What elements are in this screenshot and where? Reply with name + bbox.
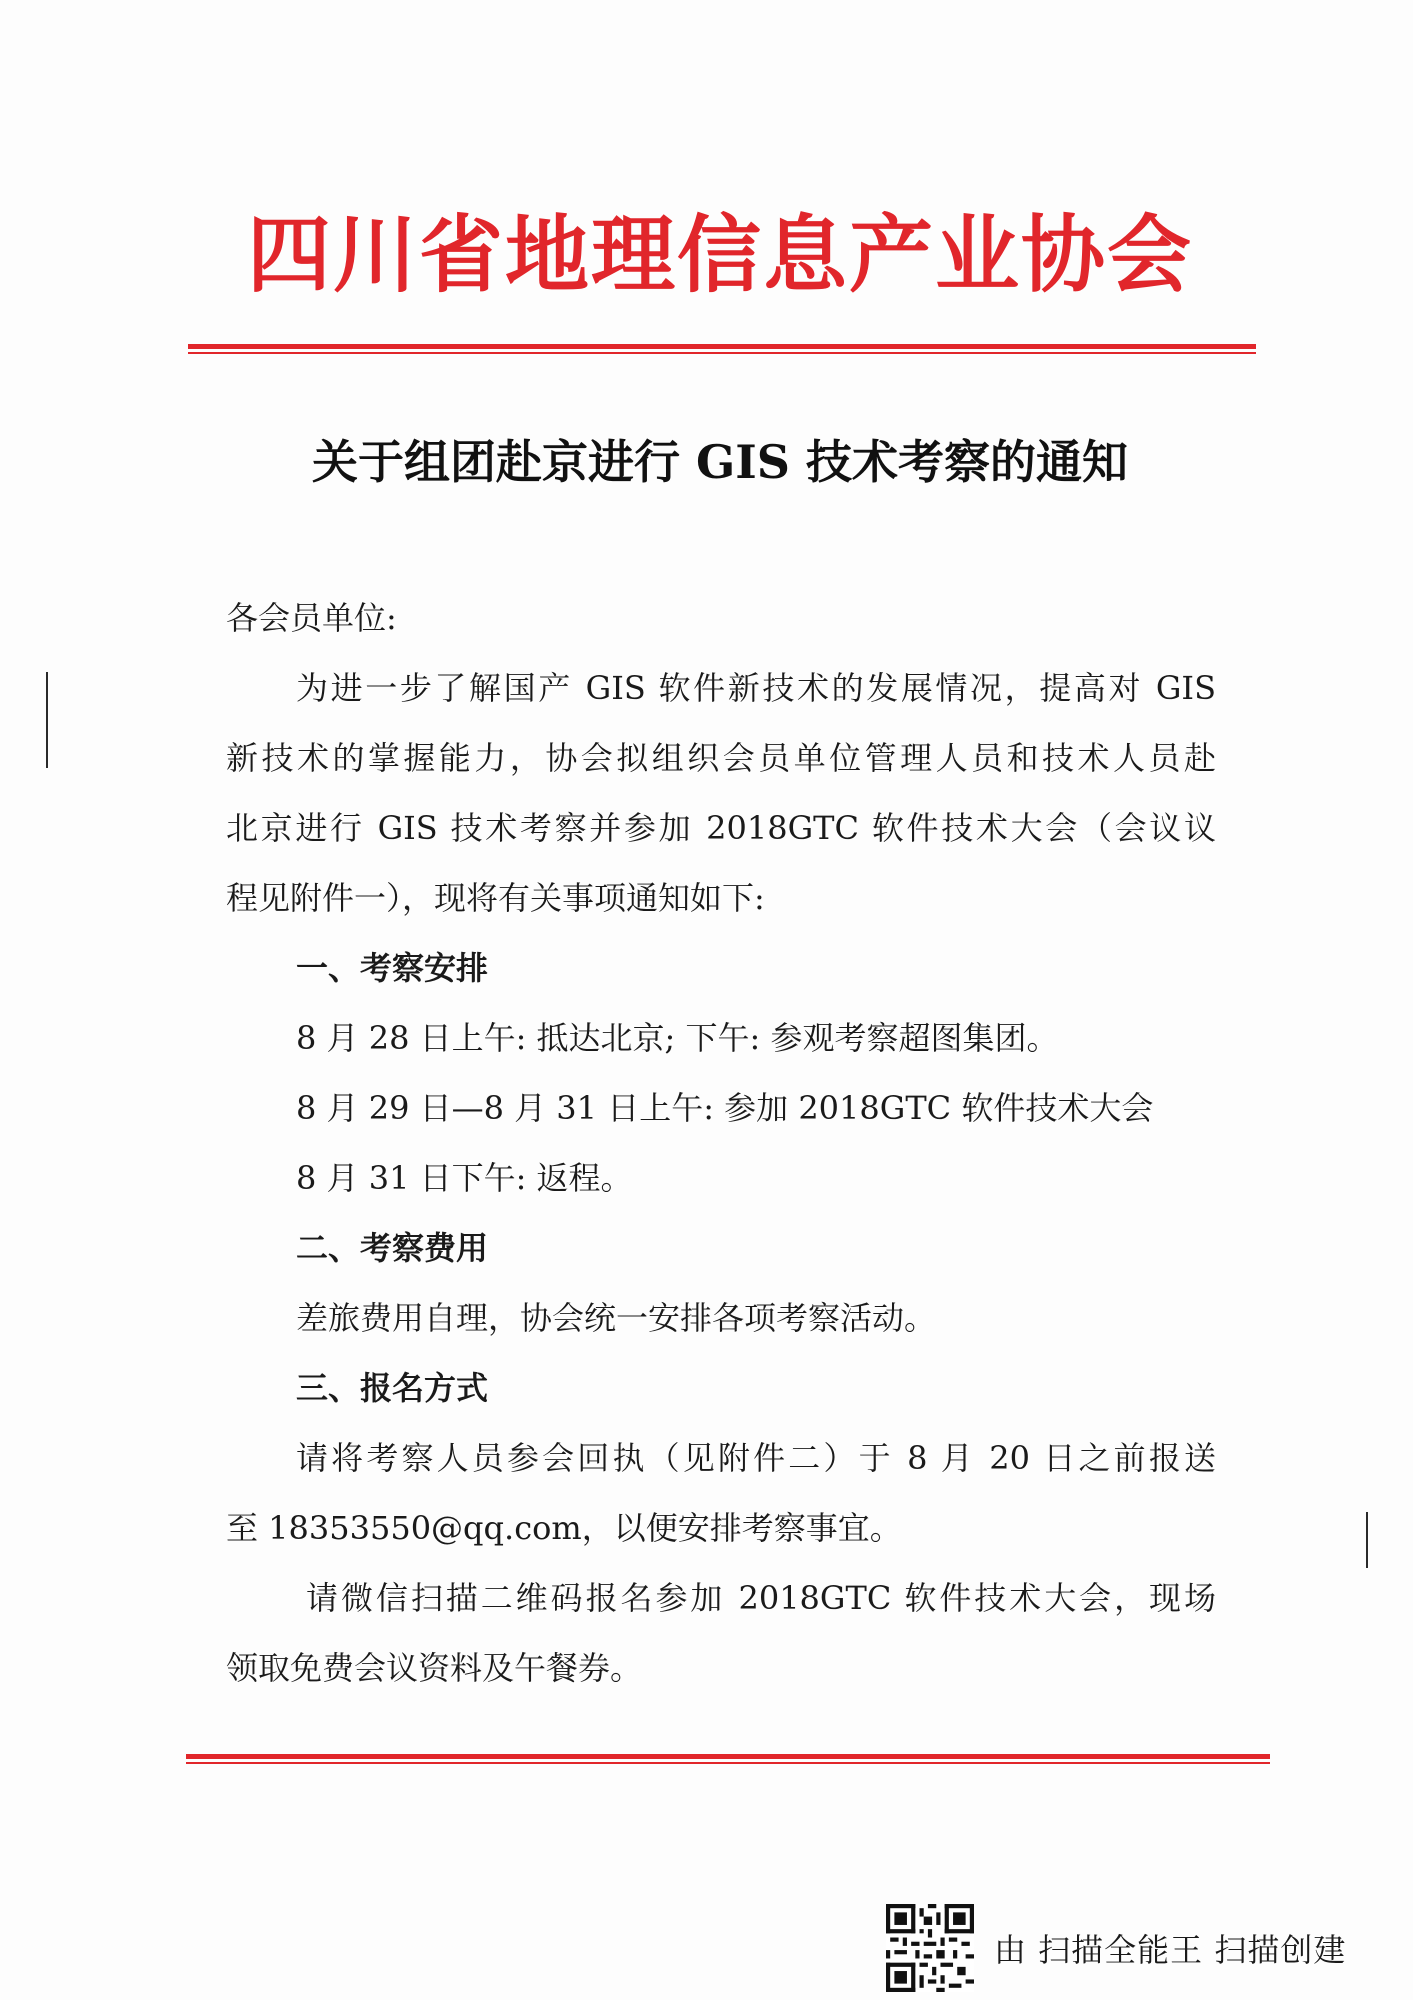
salutation: 各会员单位: (226, 599, 397, 637)
scan-artifact-left (46, 672, 48, 768)
scanner-watermark (886, 1902, 1346, 1994)
qr-code-icon (886, 1904, 974, 1992)
intro-line-2: 新技术的掌握能力，协会拟组织会员单位管理人员和技术人员赴 (226, 739, 1216, 777)
section-3-heading: 三、报名方式 (296, 1369, 489, 1407)
schedule-item-2: 8 月 29 日—8 月 31 日上午: 参加 2018GTC 软件技术大会 (296, 1089, 1154, 1127)
notice-title: 关于组团赴京进行 GIS 技术考察的通知 (311, 435, 1129, 489)
registration-line-3: 请微信扫描二维码报名参加 2018GTC 软件技术大会，现场 (306, 1579, 1216, 1617)
registration-line-4: 领取免费会议资料及午餐券。 (226, 1649, 643, 1687)
schedule-item-1: 8 月 28 日上午: 抵达北京; 下午: 参观考察超图集团。 (296, 1019, 1059, 1057)
section-1-heading: 一、考察安排 (296, 949, 489, 987)
intro-line-4: 程见附件一），现将有关事项通知如下: (226, 879, 765, 917)
expense-text: 差旅费用自理，协会统一安排各项考察活动。 (296, 1299, 937, 1337)
schedule-item-3: 8 月 31 日下午: 返程。 (296, 1159, 633, 1197)
scan-artifact-right (1366, 1512, 1368, 1568)
organization-header: 四川省地理信息产业协会 (246, 206, 1193, 304)
section-2-heading: 二、考察费用 (296, 1229, 489, 1267)
registration-line-2: 至 18353550@qq.com，以便安排考察事宜。 (226, 1509, 902, 1547)
intro-line-1: 为进一步了解国产 GIS 软件新技术的发展情况，提高对 GIS (296, 669, 1216, 707)
registration-line-1: 请将考察人员参会回执（见附件二）于 8 月 20 日之前报送 (296, 1439, 1216, 1477)
intro-line-3: 北京进行 GIS 技术考察并参加 2018GTC 软件技术大会（会议议 (226, 809, 1216, 847)
watermark-text: 由 扫描全能王 扫描创建 (994, 1931, 1347, 1969)
